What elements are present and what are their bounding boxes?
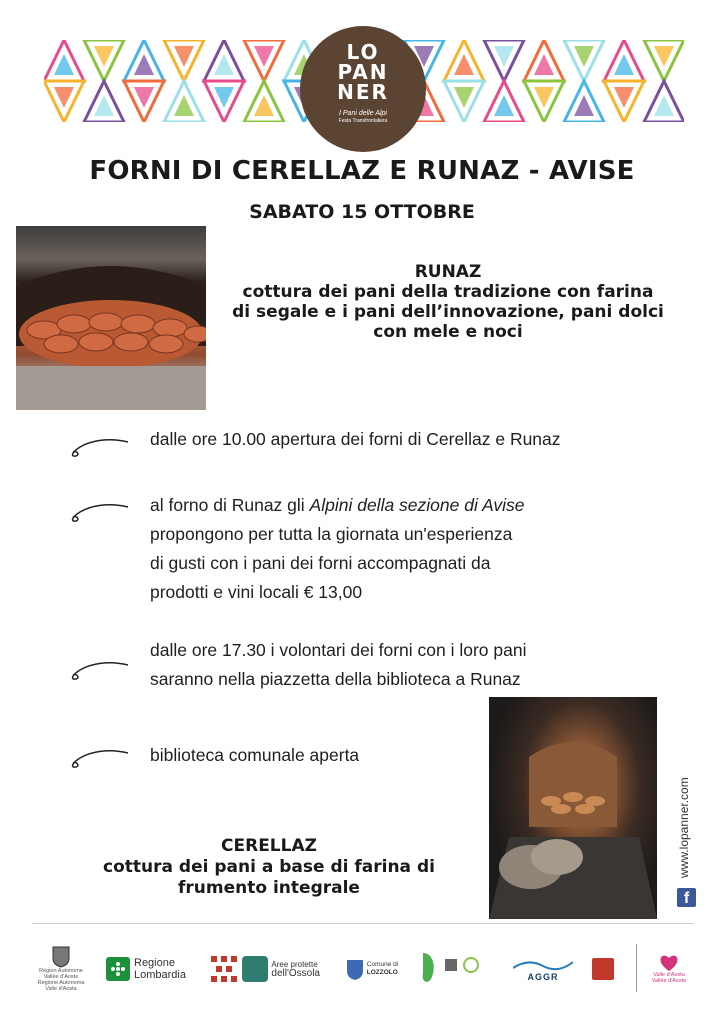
bullet-4-text: biblioteca comunale aperta <box>150 745 360 765</box>
sponsor-valle-daosta-crest <box>36 944 86 994</box>
bullet-3-line2: saranno nella piazzetta della biblioteca a Runaz <box>150 669 521 689</box>
sponsor-separator <box>636 944 637 992</box>
swirl-bullet-icon <box>68 660 130 682</box>
sponsor-red-logo <box>590 944 616 994</box>
facebook-icon-letter: f <box>683 890 690 907</box>
event-date: SABATO 15 OTTOBRE <box>249 201 475 223</box>
vda-line3: Regione Autonoma <box>37 980 85 986</box>
oven-bread-illustration <box>16 226 206 410</box>
sponsor-regione-piemonte-icon <box>210 944 238 994</box>
bullet-3-line1: dalle ore 17.30 i volontari dei forni con i loro pani <box>150 640 527 660</box>
logo-tagline: I Pani delle Alpi <box>339 110 387 117</box>
sponsor-aree-protette-ossola <box>242 944 320 994</box>
bullet-2-line1 <box>150 491 620 520</box>
vda-line4: Valle d'Aosta <box>45 986 77 992</box>
heart-icon <box>658 954 680 972</box>
bullet-volunteers <box>150 636 650 694</box>
ossola-line1: Aree protette <box>271 960 318 969</box>
sponsor-aggr <box>510 944 576 994</box>
bullet-1-text: dalle ore 10.00 apertura dei forni di Cerellaz e Runaz <box>150 429 561 449</box>
logo-brand-line3: NER <box>337 80 389 104</box>
oven-bread-illustration <box>489 697 657 919</box>
bullet-2-line3: di gusti con i pani dei forni accompagnati da <box>150 553 491 573</box>
logo-subtagline: Festa Transfrontaliera <box>338 118 388 124</box>
sponsor-comune-lozzolo <box>340 944 404 994</box>
red-square-logo-icon <box>592 958 614 980</box>
swirl-bullet-icon <box>68 437 130 459</box>
bullet-2-line2: propongono per tutta la giornata un'esperienza <box>150 524 513 544</box>
bullet-library <box>150 741 470 770</box>
aggr-label: AGGR <box>527 972 559 982</box>
sponsor-regione-lombardia <box>100 944 192 994</box>
bullet-opening-hours <box>150 425 710 454</box>
oven-photo-cerellaz <box>489 697 657 919</box>
facebook-icon[interactable] <box>677 888 696 907</box>
lombardia-rose-icon <box>106 957 130 981</box>
bullet-2-prefix: al forno di Runaz gli <box>150 495 310 515</box>
lozzolo-crest-icon <box>346 957 364 981</box>
ossola-leaf-icon <box>242 956 268 982</box>
lombardia-line2: Lombardia <box>134 969 186 981</box>
website-url-text: www.lopanner.com <box>677 777 691 878</box>
ossola-line2: dell'Ossola <box>271 968 320 979</box>
cerellaz-line1: cottura dei pani a base di farina di <box>103 857 435 877</box>
footer-divider <box>32 923 694 924</box>
page-title: FORNI DI CERELLAZ E RUNAZ - AVISE <box>89 156 635 186</box>
valle-line2: Vallée d'Aoste <box>651 978 687 984</box>
runaz-heading: RUNAZ <box>414 262 482 282</box>
bullet-2-alpini: Alpini della sezione di Avise <box>309 495 525 515</box>
sponsor-valle-daosta-tourism <box>646 944 692 994</box>
sponsor-biosphere-unesco <box>418 944 490 994</box>
lopanner-logo <box>300 26 426 152</box>
cerellaz-line2: frumento integrale <box>178 878 360 898</box>
valle-line1: Valle d'Aosta <box>653 972 685 978</box>
oven-photo-runaz <box>16 226 206 410</box>
runaz-line2: di segale e i pani dell’innovazione, pani dolci <box>232 302 664 322</box>
bullet-alpini-tasting <box>150 491 620 607</box>
lozzolo-line2: LOZZOLO <box>366 969 398 976</box>
logo-brand-line2: PAN <box>337 60 389 84</box>
runaz-line1: cottura dei pani della tradizione con farina <box>242 282 654 302</box>
runaz-line3: con mele e noci <box>373 322 523 342</box>
lombardia-line1: Regione <box>134 957 175 969</box>
swirl-bullet-icon <box>68 502 130 524</box>
runaz-description <box>205 262 691 342</box>
lozzolo-line1: Comune di <box>366 961 399 968</box>
bullet-2-line4: prodotti e vini locali € 13,00 <box>150 582 363 602</box>
vda-line2: Vallée d'Aoste <box>43 974 79 980</box>
cerellaz-description <box>64 836 474 899</box>
logo-brand-line1: LO <box>346 40 380 64</box>
cerellaz-heading: CERELLAZ <box>221 836 317 856</box>
website-url-vertical[interactable] <box>662 760 702 880</box>
vda-line1: Région Autonome <box>39 968 83 974</box>
swirl-bullet-icon <box>68 748 130 770</box>
crest-icon <box>52 946 70 968</box>
